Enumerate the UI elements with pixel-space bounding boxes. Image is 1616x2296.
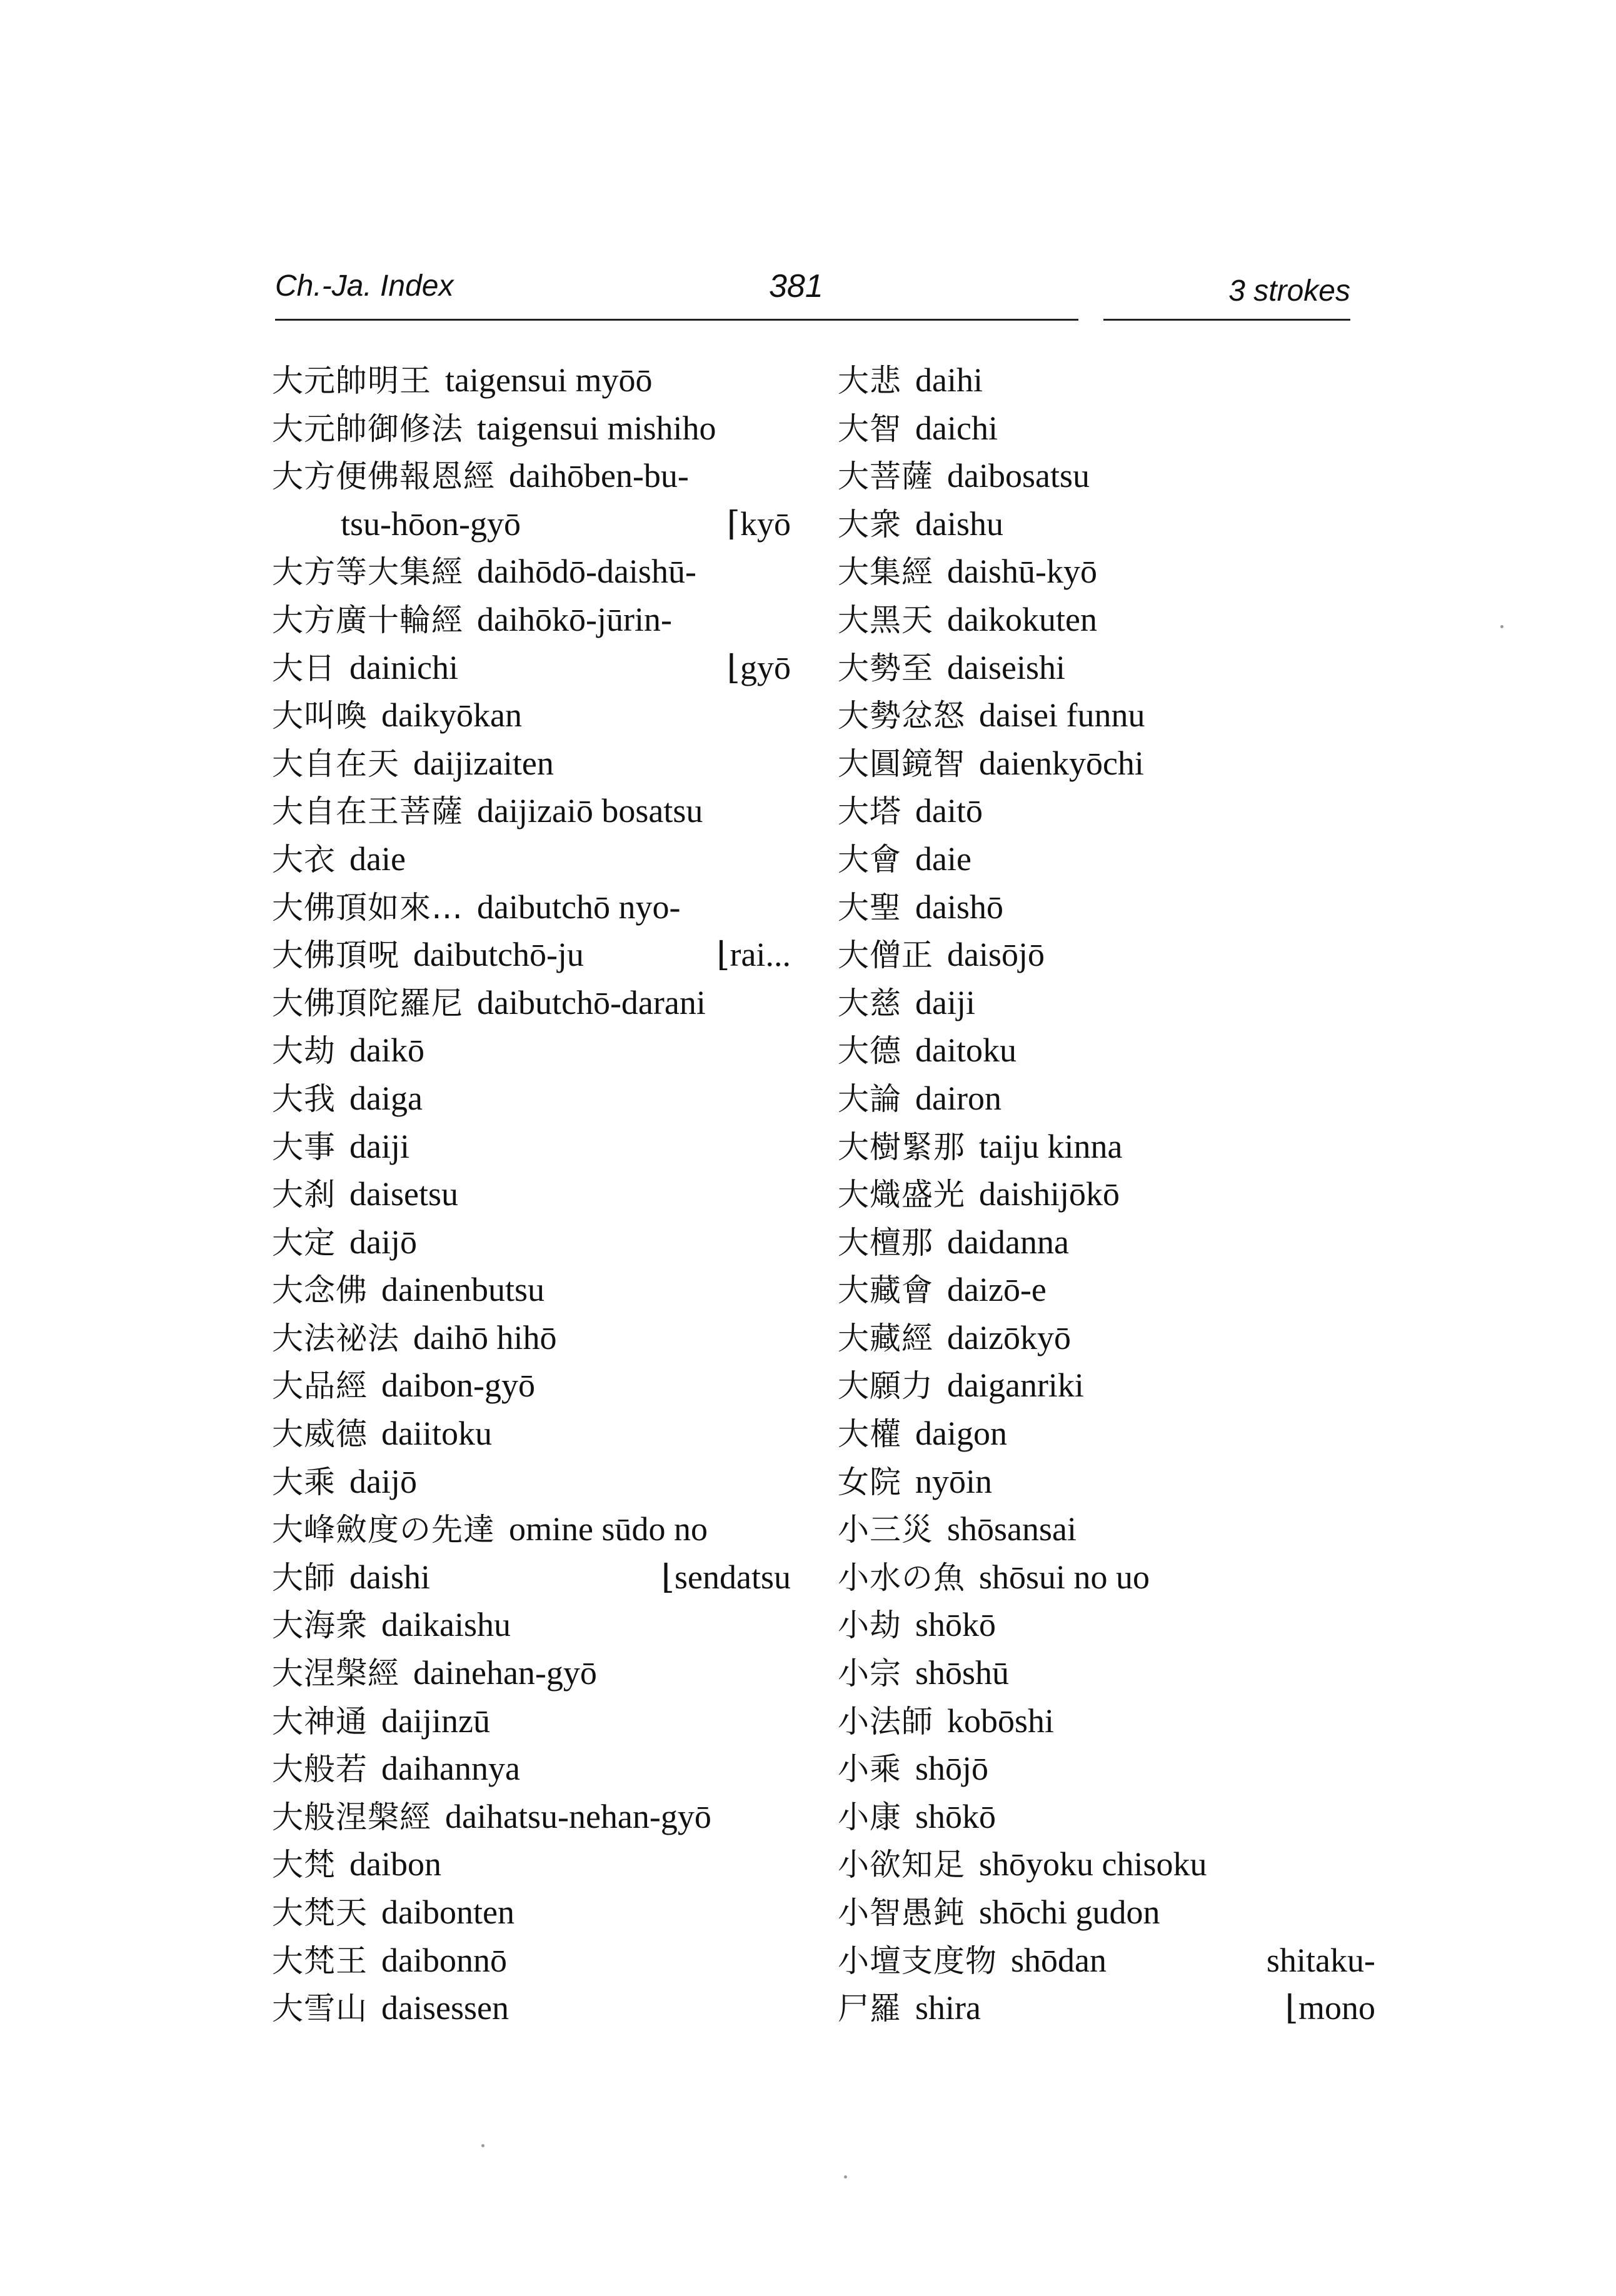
entry-kanji: 大慈: [838, 985, 901, 1021]
index-entry: [272, 1410, 791, 1458]
index-entry: [272, 1026, 791, 1075]
index-entry: [838, 1505, 1375, 1553]
entry-kanji: 大衣: [272, 841, 336, 878]
entry-kanji: 小劫: [838, 1607, 901, 1644]
page-number: 381: [769, 268, 823, 304]
index-entry: [272, 404, 791, 453]
index-entry: [838, 1888, 1375, 1937]
entry-kanji: 小欲知足: [838, 1847, 965, 1883]
index-entry: [838, 1410, 1375, 1458]
entry-romaji: daiganriki: [947, 1366, 1084, 1405]
entry-romaji: daishi: [349, 1558, 430, 1596]
index-entry: [272, 835, 791, 883]
index-entry: [838, 1123, 1375, 1171]
entry-kanji: 大衆: [838, 506, 901, 543]
entry-kanji: 大元帥明王: [272, 363, 431, 399]
entry-romaji: daishijōkō: [979, 1175, 1120, 1213]
header-rule-left: [275, 319, 1078, 321]
entry-kanji: 大涅槃經: [272, 1655, 399, 1692]
index-entry: [838, 596, 1375, 644]
entry-romaji: daiseishi: [947, 648, 1065, 686]
index-entry: [838, 548, 1375, 596]
entry-kanji: 大我: [272, 1080, 336, 1117]
entry-romaji: shōchi gudon: [979, 1893, 1160, 1931]
entry-romaji: taiju kinna: [979, 1127, 1123, 1165]
entry-kanji: 小康: [838, 1798, 901, 1835]
index-entry: [838, 1601, 1375, 1649]
entry-romaji: daijō: [349, 1223, 417, 1261]
entry-romaji: daizō-e: [947, 1271, 1046, 1309]
index-entry: [838, 835, 1375, 883]
index-entry: [838, 644, 1375, 692]
index-entry: [838, 931, 1375, 979]
paper-speck: [481, 2144, 484, 2147]
entry-kanji: 小宗: [838, 1655, 901, 1692]
entry-kanji: 大劫: [272, 1033, 336, 1070]
index-entry: [838, 1218, 1375, 1266]
entry-romaji: daichi: [915, 409, 998, 447]
entry-kanji: 大元帥御修法: [272, 410, 463, 447]
entry-kanji: 大日: [272, 649, 336, 686]
entry-romaji: daibutchō-darani: [477, 983, 706, 1021]
index-entry: [272, 1840, 791, 1888]
entry-kanji: 大菩薩: [838, 458, 933, 495]
index-entry: [272, 1553, 791, 1602]
index-entry: [272, 691, 791, 739]
entry-romaji: nyōin: [915, 1462, 993, 1500]
index-entry: [272, 883, 791, 931]
right-column: [838, 356, 1375, 2032]
index-entry: [838, 356, 1375, 404]
entry-kanji: 大威德: [272, 1416, 368, 1453]
entry-kanji: 大自在王菩薩: [272, 793, 463, 830]
entry-kanji: 小三災: [838, 1511, 933, 1548]
entry-kanji: 大集經: [838, 554, 933, 591]
entry-romaji: dainichi: [349, 648, 458, 686]
entry-kanji: 大黑天: [838, 601, 933, 638]
index-entry: [272, 1745, 791, 1793]
index-entry: [272, 979, 791, 1027]
entry-kanji: 大論: [838, 1080, 901, 1117]
entry-kanji: 女院: [838, 1463, 901, 1500]
entry-kanji: 大法祕法: [272, 1320, 399, 1356]
index-entry: [272, 1218, 791, 1266]
entry-kanji: 小壇支度物: [838, 1942, 997, 1979]
paper-speck: [1500, 625, 1503, 628]
entry-romaji: omine sūdo no: [509, 1510, 708, 1548]
entry-romaji: daiga: [349, 1079, 423, 1117]
index-entry: [838, 1361, 1375, 1410]
entry-kanji: 大乘: [272, 1463, 336, 1500]
left-column: [272, 356, 791, 2032]
entry-romaji: daienkyōchi: [979, 744, 1144, 782]
entry-kanji: 大般若: [272, 1751, 368, 1788]
index-entry: [838, 1075, 1375, 1123]
entry-continuation: ⌊sendatsu: [661, 1558, 791, 1596]
index-entry: [838, 691, 1375, 739]
index-entry: [272, 1361, 791, 1410]
index-entry: [838, 1026, 1375, 1075]
index-entry: [838, 739, 1375, 788]
index-entry: [272, 356, 791, 404]
index-entry: [272, 1937, 791, 1985]
index-entry: [838, 1793, 1375, 1841]
entry-kanji: 大願力: [838, 1368, 933, 1405]
entry-kanji: 大佛頂呪: [272, 937, 399, 974]
index-entry: [838, 1649, 1375, 1697]
index-entry: [838, 1314, 1375, 1362]
entry-kanji: 小乘: [838, 1751, 901, 1788]
index-entry: [838, 1840, 1375, 1888]
entry-romaji: daikō: [349, 1031, 424, 1070]
entry-romaji: daisessen: [381, 1989, 509, 2027]
entry-romaji: shōdan: [1011, 1941, 1107, 1979]
entry-romaji: dainenbutsu: [381, 1271, 545, 1309]
entry-romaji: daijizaiō bosatsu: [477, 792, 703, 830]
index-entry: [272, 1601, 791, 1649]
entry-romaji: taigensui myōō: [445, 361, 653, 399]
index-entry: [838, 1170, 1375, 1218]
entry-romaji: daiji: [349, 1127, 409, 1165]
entry-kanji: 大海衆: [272, 1607, 368, 1644]
entry-kanji: 小法師: [838, 1703, 933, 1740]
entry-romaji: daikyōkan: [381, 696, 522, 734]
index-entry: [272, 739, 791, 788]
index-entry: [272, 1314, 791, 1362]
entry-romaji: daigon: [915, 1415, 1007, 1453]
entry-kanji: 大勢忿怒: [838, 698, 965, 734]
index-entry: [838, 452, 1375, 500]
entry-romaji: daie: [915, 840, 971, 878]
index-entry: [272, 548, 791, 596]
index-entry: [272, 644, 791, 692]
entry-kanji: 大悲: [838, 363, 901, 399]
entry-kanji: 大峰斂度の先達: [272, 1511, 495, 1548]
index-entry: [272, 1984, 791, 2032]
entry-kanji: 大聖: [838, 889, 901, 926]
entry-kanji: 大僧正: [838, 937, 933, 974]
entry-romaji: daihōben-bu-: [509, 457, 689, 495]
entry-continuation: shitaku-: [1267, 1941, 1375, 1979]
entry-kanji: 大樹緊那: [838, 1128, 965, 1165]
entry-kanji: 大師: [272, 1559, 336, 1596]
entry-kanji: 大會: [838, 841, 901, 878]
entry-continuation: ⌈kyō: [726, 504, 791, 543]
index-entry: [838, 1266, 1375, 1314]
entry-romaji: kobōshi: [947, 1702, 1055, 1740]
index-entry: [272, 787, 791, 835]
entry-kanji: 大熾盛光: [838, 1176, 965, 1213]
entry-romaji: daibon: [349, 1845, 441, 1883]
entry-romaji: dainehan-gyō: [413, 1654, 597, 1692]
entry-kanji: 大事: [272, 1128, 336, 1165]
entry-romaji: shōkō: [915, 1606, 996, 1644]
entry-kanji: 大神通: [272, 1703, 368, 1740]
entry-kanji: 大方便佛報恩經: [272, 458, 495, 495]
entry-kanji: 小智愚鈍: [838, 1895, 965, 1931]
entry-romaji: dairon: [915, 1079, 1001, 1117]
entry-kanji: 大藏會: [838, 1272, 933, 1309]
index-entry: [272, 1075, 791, 1123]
entry-romaji: daibonten: [381, 1893, 514, 1931]
index-entry: [272, 931, 791, 979]
entry-romaji: daisei funnu: [979, 696, 1145, 734]
entry-romaji: daihōkō-jūrin-: [477, 600, 672, 638]
index-entry: [838, 979, 1375, 1027]
entry-romaji: shōshū: [915, 1654, 1010, 1692]
entry-romaji: shōsansai: [947, 1510, 1076, 1548]
entry-continuation: ⌊gyō: [726, 648, 791, 686]
index-entry: [838, 1553, 1375, 1602]
entry-romaji: daikaishu: [381, 1606, 511, 1644]
entry-romaji: daisetsu: [349, 1175, 458, 1213]
index-entry: [272, 1123, 791, 1171]
entry-kanji: 大叫喚: [272, 698, 368, 734]
entry-kanji: 大塔: [838, 793, 901, 830]
entry-kanji: 尸羅: [838, 1990, 901, 2027]
entry-romaji: tsu-hōon-gyō: [341, 504, 521, 543]
index-entry: [838, 500, 1375, 548]
entry-romaji: daidanna: [947, 1223, 1069, 1261]
running-head-right: 3 strokes: [1228, 274, 1350, 308]
entry-romaji: taigensui mishiho: [477, 409, 716, 447]
entry-kanji: 大梵王: [272, 1942, 368, 1979]
index-entry: [272, 1649, 791, 1697]
entry-continuation: ⌊rai...: [716, 936, 791, 974]
entry-kanji: 大自在天: [272, 745, 399, 782]
entry-romaji: daiitoku: [381, 1415, 492, 1453]
entry-kanji: 大藏經: [838, 1320, 933, 1356]
index-entry: [272, 1266, 791, 1314]
index-entry: [838, 404, 1375, 453]
index-entry: [272, 1505, 791, 1553]
index-entry: [272, 1888, 791, 1937]
entry-romaji: daijizaiten: [413, 744, 554, 782]
entry-kanji: 大刹: [272, 1176, 336, 1213]
index-entry: [272, 1170, 791, 1218]
entry-kanji: 大梵天: [272, 1895, 368, 1931]
page-header: [275, 269, 1350, 325]
index-entry: [272, 500, 791, 548]
entry-romaji: daihō hihō: [413, 1318, 557, 1356]
entry-romaji: daijō: [349, 1462, 417, 1500]
entry-romaji: daihannya: [381, 1750, 520, 1788]
index-entry: [272, 596, 791, 644]
entry-romaji: daibutchō-ju: [413, 936, 584, 974]
entry-romaji: daibutchō nyo-: [477, 888, 681, 926]
entry-kanji: 大圓鏡智: [838, 745, 965, 782]
entry-kanji: 大方廣十輪經: [272, 601, 463, 638]
paper-speck: [844, 2175, 847, 2178]
entry-kanji: 大佛頂陀羅尼: [272, 985, 463, 1021]
entry-romaji: daihi: [915, 361, 983, 399]
entry-romaji: shōjō: [915, 1750, 989, 1788]
entry-romaji: daitoku: [915, 1031, 1016, 1070]
entry-kanji: 大勢至: [838, 649, 933, 686]
index-entry: [838, 1984, 1375, 2032]
entry-romaji: daihatsu-nehan-gyō: [445, 1797, 711, 1835]
entry-romaji: daizōkyō: [947, 1318, 1071, 1356]
entry-romaji: daibonnō: [381, 1941, 507, 1979]
entry-romaji: shōsui no uo: [979, 1558, 1150, 1596]
entry-romaji: daie: [349, 840, 406, 878]
entry-romaji: daitō: [915, 792, 983, 830]
entry-kanji: 大德: [838, 1033, 901, 1070]
entry-kanji: 大檀那: [838, 1224, 933, 1261]
entry-kanji: 大梵: [272, 1847, 336, 1883]
entry-romaji: daishō: [915, 888, 1003, 926]
entry-kanji: 大品經: [272, 1368, 368, 1405]
header-rule-right: [1103, 319, 1350, 321]
entry-kanji: 大權: [838, 1416, 901, 1453]
entry-kanji: 小水の魚: [838, 1559, 965, 1596]
entry-kanji: 大定: [272, 1224, 336, 1261]
entry-romaji: daibon-gyō: [381, 1366, 535, 1405]
index-entry: [272, 1793, 791, 1841]
index-entry: [838, 883, 1375, 931]
entry-romaji: shōyoku chisoku: [979, 1845, 1207, 1883]
entry-romaji: daishū-kyō: [947, 553, 1097, 591]
entry-kanji: 大智: [838, 410, 901, 447]
entry-romaji: daihōdō-daishū-: [477, 553, 696, 591]
index-entry: [838, 1745, 1375, 1793]
entry-kanji: 大方等大集經: [272, 554, 463, 591]
entry-romaji: daiji: [915, 983, 975, 1021]
index-entry: [272, 1458, 791, 1506]
entry-kanji: 大念佛: [272, 1272, 368, 1309]
entry-romaji: daibosatsu: [947, 457, 1090, 495]
entry-romaji: daikokuten: [947, 600, 1097, 638]
running-head-left: Ch.-Ja. Index: [275, 269, 454, 303]
entry-continuation: ⌊mono: [1285, 1989, 1375, 2027]
entry-kanji: 大佛頂如來…: [272, 889, 463, 926]
entry-kanji: 大般涅槃經: [272, 1798, 431, 1835]
index-entry: [838, 1937, 1375, 1985]
entry-romaji: shōkō: [915, 1797, 996, 1835]
entry-romaji: daijinzū: [381, 1702, 490, 1740]
entry-kanji: 大雪山: [272, 1990, 368, 2027]
entry-romaji: daisōjō: [947, 936, 1045, 974]
index-entry: [838, 1697, 1375, 1745]
index-entry: [272, 452, 791, 500]
index-entry: [272, 1697, 791, 1745]
entry-romaji: shira: [915, 1989, 981, 2027]
entry-romaji: daishu: [915, 504, 1003, 543]
index-entry: [838, 787, 1375, 835]
index-entry: [838, 1458, 1375, 1506]
